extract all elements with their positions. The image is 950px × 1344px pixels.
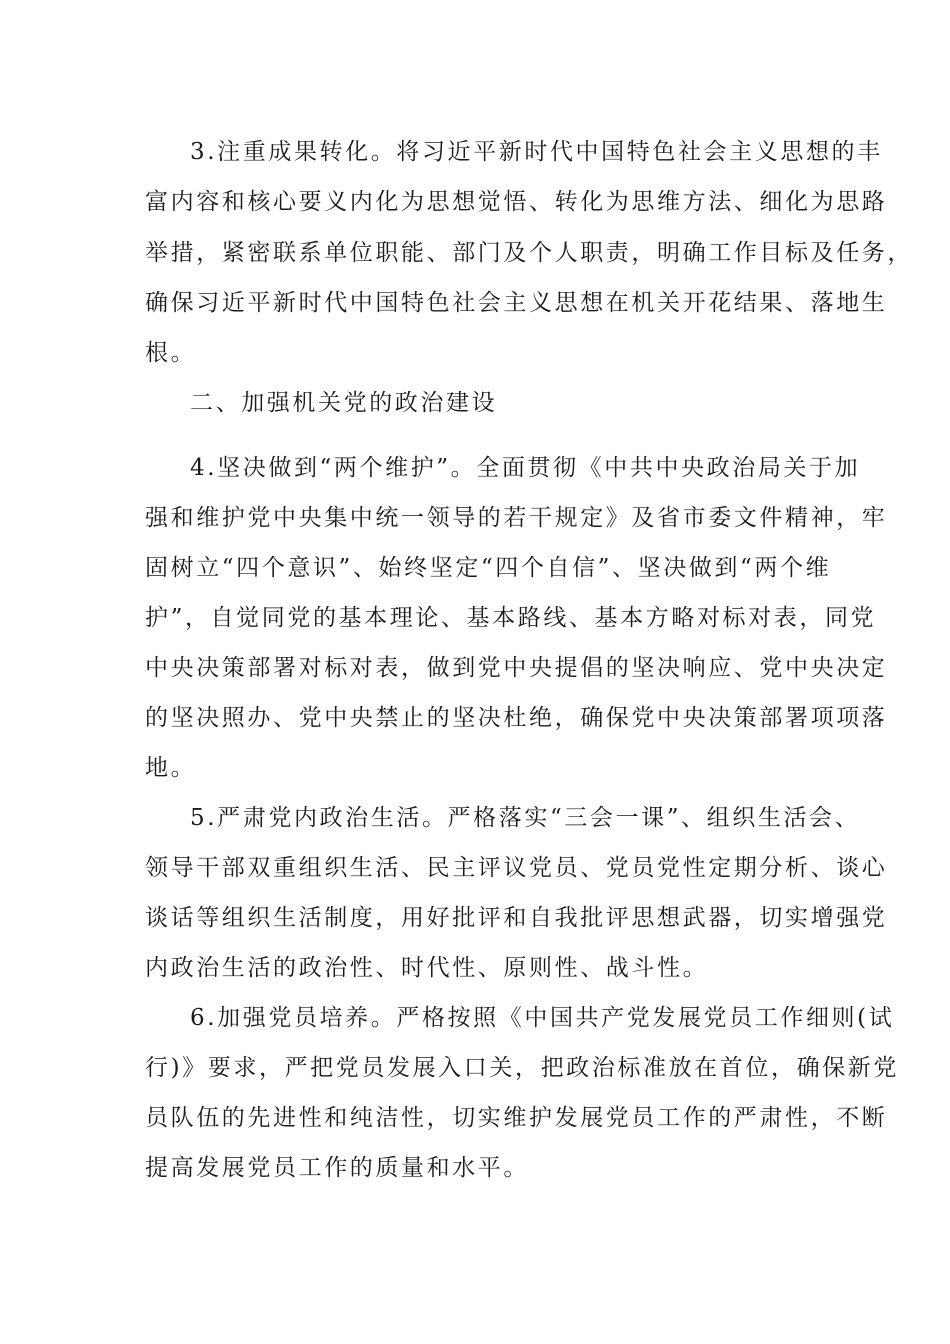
- paragraph-4-line-5: 中央决策部署对标对表，做到党中央提倡的坚决响应、党中央决定: [145, 655, 888, 681]
- paragraph-5-line-4: 内政治生活的政治性、时代性、原则性、战斗性。: [145, 955, 709, 981]
- paragraph-5-line-1: 5.严肃党内政治生活。严格落实“三会一课”、组织生活会、: [190, 805, 861, 831]
- paragraph-3-line-5: 根。: [145, 340, 197, 366]
- paragraph-4-line-3: 固树立“四个意识”、始终坚定“四个自信”、坚决做到“两个维: [145, 555, 832, 581]
- paragraph-4-line-1: 4.坚决做到“两个维护”。全面贯彻《中共中央政治局关于加: [190, 455, 861, 481]
- paragraph-6-line-4: 提高发展党员工作的质量和水平。: [145, 1155, 529, 1181]
- paragraph-3-line-3: 举措，紧密联系单位职能、部门及个人职责，明确工作目标及任务，: [145, 240, 913, 266]
- paragraph-6-line-1: 6.加强党员培养。严格按照《中国共产党发展党员工作细则(试: [190, 1005, 895, 1031]
- paragraph-5-line-2: 领导干部双重组织生活、民主评议党员、党员党性定期分析、谈心: [145, 855, 888, 881]
- paragraph-3-line-2: 富内容和核心要义内化为思想觉悟、转化为思维方法、细化为思路: [145, 189, 888, 215]
- paragraph-4-line-4: 护”，自觉同党的基本理论、基本路线、基本方略对标对表，同党: [145, 605, 877, 631]
- paragraph-5-line-3: 谈话等组织生活制度，用好批评和自我批评思想武器，切实增强党: [145, 905, 888, 931]
- paragraph-3-line-1: 3.注重成果转化。将习近平新时代中国特色社会主义思想的丰: [190, 139, 883, 165]
- paragraph-4-line-6: 的坚决照办、党中央禁止的坚决杜绝，确保党中央决策部署项项落: [145, 705, 888, 731]
- paragraph-4-line-2: 强和维护党中央集中统一领导的若干规定》及省市委文件精神，牢: [145, 505, 888, 531]
- paragraph-6-line-3: 员队伍的先进性和纯洁性，切实维护发展党员工作的严肃性，不断: [145, 1105, 888, 1131]
- paragraph-6-line-2: 行)》要求，严把党员发展入口关，把政治标准放在首位，确保新党: [145, 1055, 899, 1081]
- section-heading: 二、加强机关党的政治建设: [190, 390, 498, 416]
- paragraph-3-line-4: 确保习近平新时代中国特色社会主义思想在机关开花结果、落地生: [145, 290, 888, 316]
- paragraph-4-line-7: 地。: [145, 755, 197, 781]
